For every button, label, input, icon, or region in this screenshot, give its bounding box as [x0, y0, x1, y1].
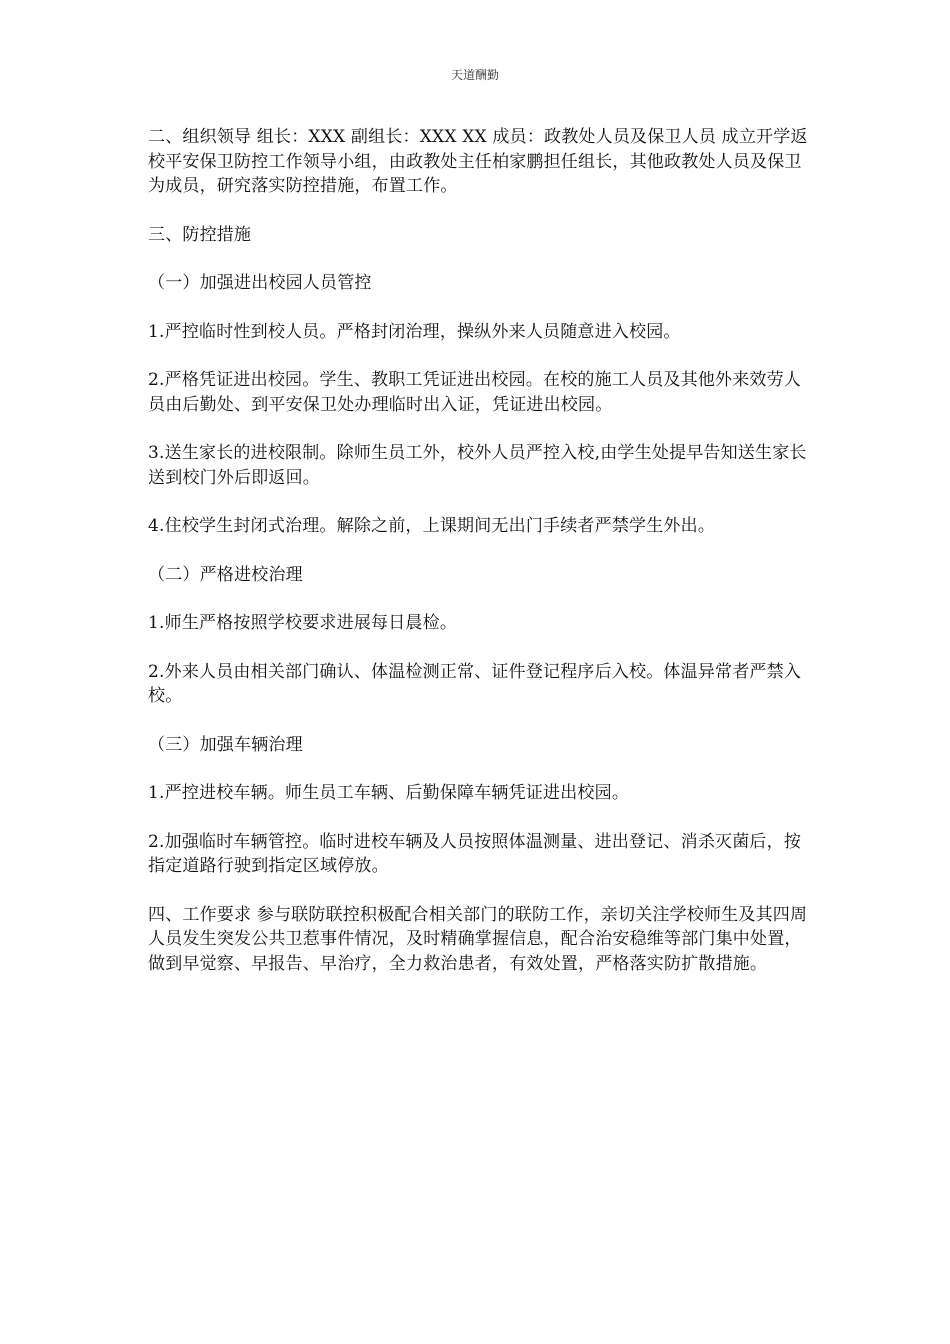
document-body	[148, 125, 808, 1000]
paragraph-item: 1.严控临时性到校人员。严格封闭治理，操纵外来人员随意进入校园。	[148, 321, 681, 342]
paragraph-item: 2.外来人员由相关部门确认、体温检测正常、证件登记程序后入校。体温异常者严禁入校。	[148, 661, 802, 706]
paragraph-item: 2.严格凭证进出校园。学生、教职工凭证进出校园。在校的施工人员及其他外来效劳人员由后勤处、到平安保卫处办理临时出入证，凭证进出校园。	[148, 370, 802, 415]
page-header: 天道酬勤	[450, 68, 499, 82]
paragraph-item: 1.严控进校车辆。师生员工车辆、后勤保障车辆凭证进出校园。	[148, 783, 630, 803]
subheading-personnel-control: （一）加强进出校园人员管控	[148, 273, 372, 293]
subheading-vehicle-management: （三）加强车辆治理	[148, 734, 303, 755]
paragraph-item: 3.送生家长的进校限制。除师生员工外，校外人员严控入校,由学生处提早告知送生家长送到校门外后即返回。	[148, 443, 807, 488]
paragraph-organization: 二、组织领导 组长：XXX 副组长：XXX XX 成员：政教处人员及保卫人员 成立开学返校平安保卫防控工作领导小组，由政教处主任柏家鹏担任组长，其他政教处人员及保卫为成员，研究落实防控措施，布置工作。	[148, 127, 808, 196]
paragraph-work-requirements: 四、工作要求 参与联防联控积极配合相关部门的联防工作，亲切关注学校师生及其四周人员发生突发公共卫惹事件情况，及时精确掌握信息，配合治安稳维等部门集中处置，做到早觉察、早报告、早治疗，全力救治患者，有效处置，严格落实防扩散措施。	[148, 904, 808, 974]
heading-measures: 三、防控措施	[148, 224, 252, 245]
paragraph-item: 1.师生严格按照学校要求进展每日晨检。	[148, 613, 458, 633]
paragraph-item: 4.住校学生封闭式治理。解除之前，上课期间无出门手续者严禁学生外出。	[148, 516, 716, 536]
paragraph-item: 2.加强临时车辆管控。临时进校车辆及人员按照体温测量、进出登记、消杀灭菌后，按指定道路行驶到指定区域停放。	[148, 831, 802, 876]
subheading-entry-management: （二）严格进校治理	[148, 564, 303, 585]
